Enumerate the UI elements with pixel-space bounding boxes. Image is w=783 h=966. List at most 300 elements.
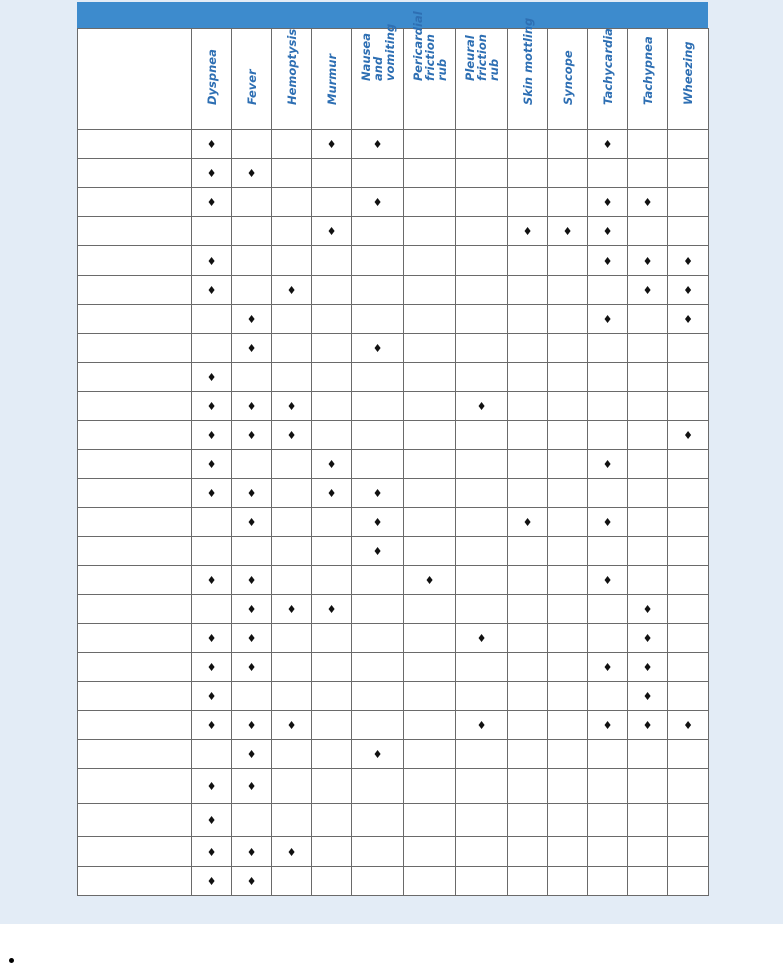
table-cell <box>548 537 588 566</box>
table-cell <box>668 305 709 334</box>
table-cell <box>272 479 312 508</box>
diamond-marker-icon: ♦ <box>326 487 337 500</box>
table-cell <box>456 421 508 450</box>
table-cell <box>272 450 312 479</box>
table-cell <box>272 740 312 769</box>
table-cell <box>232 392 272 421</box>
table-cell <box>456 508 508 537</box>
diamond-marker-icon: ♦ <box>476 400 487 413</box>
diamond-marker-icon: ♦ <box>286 429 297 442</box>
table-cell <box>588 479 628 508</box>
diamond-marker-icon: ♦ <box>206 574 217 587</box>
table-cell <box>588 624 628 653</box>
row-label-cell <box>78 217 192 246</box>
diamond-marker-icon: ♦ <box>246 342 257 355</box>
table-cell <box>404 653 456 682</box>
diamond-marker-icon: ♦ <box>286 719 297 732</box>
table-row <box>78 421 709 450</box>
table-cell <box>456 711 508 740</box>
table-cell <box>668 711 709 740</box>
diamond-marker-icon: ♦ <box>206 400 217 413</box>
table-cell <box>404 508 456 537</box>
column-header <box>232 29 272 130</box>
table-cell <box>404 334 456 363</box>
table-cell <box>548 508 588 537</box>
table-cell <box>352 305 404 334</box>
table-cell <box>508 334 548 363</box>
table-cell <box>588 769 628 804</box>
diamond-marker-icon: ♦ <box>246 313 257 326</box>
table-cell <box>404 392 456 421</box>
diamond-marker-icon: ♦ <box>206 719 217 732</box>
diamond-marker-icon: ♦ <box>246 719 257 732</box>
table-cell <box>668 217 709 246</box>
table-cell <box>456 653 508 682</box>
table-cell <box>548 363 588 392</box>
diamond-marker-icon: ♦ <box>206 690 217 703</box>
table-cell <box>232 595 272 624</box>
column-header <box>628 29 668 130</box>
diamond-marker-icon: ♦ <box>286 603 297 616</box>
diamond-marker-icon: ♦ <box>683 313 693 326</box>
diamond-marker-icon: ♦ <box>206 487 217 500</box>
table-cell <box>548 246 588 276</box>
column-header <box>588 29 628 130</box>
table-cell <box>456 450 508 479</box>
diamond-marker-icon: ♦ <box>206 196 217 209</box>
table-cell <box>352 740 404 769</box>
table-cell <box>668 479 709 508</box>
diamond-marker-icon: ♦ <box>602 458 613 471</box>
diamond-marker-icon: ♦ <box>602 719 613 732</box>
table-cell <box>588 837 628 867</box>
table-cell <box>456 363 508 392</box>
column-label: Hemoptysis <box>284 28 299 105</box>
table-cell <box>232 188 272 217</box>
column-label: Skin mottling <box>520 17 535 105</box>
table-cell <box>588 159 628 188</box>
diamond-marker-icon: ♦ <box>246 661 257 674</box>
row-label-cell <box>78 595 192 624</box>
table-cell <box>352 595 404 624</box>
table-cell <box>352 363 404 392</box>
table-cell <box>668 624 709 653</box>
table-cell <box>628 867 668 896</box>
table-row <box>78 479 709 508</box>
row-label-cell <box>78 246 192 276</box>
table-cell <box>312 624 352 653</box>
table-row <box>78 595 709 624</box>
table-cell <box>548 305 588 334</box>
table-row <box>78 392 709 421</box>
table-cell <box>404 305 456 334</box>
table-cell <box>508 595 548 624</box>
table-cell <box>628 479 668 508</box>
column-label: Syncope <box>560 50 575 105</box>
table-cell <box>312 305 352 334</box>
column-header <box>272 29 312 130</box>
table-cell <box>628 130 668 159</box>
table-cell <box>404 450 456 479</box>
table-cell <box>232 421 272 450</box>
table-cell <box>508 159 548 188</box>
diamond-marker-icon: ♦ <box>372 196 383 209</box>
table-cell <box>456 479 508 508</box>
table-cell <box>192 740 232 769</box>
table-cell <box>668 450 709 479</box>
row-label-cell <box>78 867 192 896</box>
diamond-marker-icon: ♦ <box>476 719 487 732</box>
table-row <box>78 276 709 305</box>
table-cell <box>232 159 272 188</box>
table-cell <box>668 769 709 804</box>
table-cell <box>352 769 404 804</box>
diamond-marker-icon: ♦ <box>246 875 257 888</box>
table-cell <box>404 276 456 305</box>
table-cell <box>352 537 404 566</box>
table-cell <box>312 276 352 305</box>
diamond-marker-icon: ♦ <box>206 138 217 151</box>
table-cell <box>272 421 312 450</box>
table-cell <box>192 305 232 334</box>
table-row <box>78 450 709 479</box>
table-cell <box>272 159 312 188</box>
diamond-marker-icon: ♦ <box>206 167 217 180</box>
table-cell <box>548 130 588 159</box>
table-cell <box>628 421 668 450</box>
table-cell <box>232 130 272 159</box>
table-cell <box>668 837 709 867</box>
row-label-cell <box>78 682 192 711</box>
table-cell <box>272 711 312 740</box>
table-cell <box>272 188 312 217</box>
table-cell <box>456 769 508 804</box>
table-cell <box>668 740 709 769</box>
table-cell <box>312 421 352 450</box>
table-cell <box>548 740 588 769</box>
table-cell <box>548 188 588 217</box>
table-cell <box>272 837 312 867</box>
table-cell <box>192 711 232 740</box>
table-cell <box>352 217 404 246</box>
table-cell <box>456 867 508 896</box>
table-row <box>78 334 709 363</box>
table-cell <box>456 624 508 653</box>
table-cell <box>192 276 232 305</box>
diamond-marker-icon: ♦ <box>602 516 613 529</box>
table-cell <box>272 653 312 682</box>
table-cell <box>548 334 588 363</box>
table-cell <box>272 130 312 159</box>
table-cell <box>352 130 404 159</box>
column-label: Murmur <box>324 53 339 105</box>
table-row <box>78 246 709 276</box>
table-cell <box>668 421 709 450</box>
table-cell <box>548 653 588 682</box>
table-cell <box>548 159 588 188</box>
table-cell <box>668 537 709 566</box>
table-cell <box>312 334 352 363</box>
table-cell <box>508 305 548 334</box>
table-cell <box>508 188 548 217</box>
diamond-marker-icon: ♦ <box>206 875 217 888</box>
diamond-marker-icon: ♦ <box>286 845 297 859</box>
table-cell <box>508 740 548 769</box>
table-cell <box>404 804 456 837</box>
table-cell <box>192 867 232 896</box>
table-cell <box>192 566 232 595</box>
diamond-marker-icon: ♦ <box>246 400 257 413</box>
diamond-marker-icon: ♦ <box>246 845 257 859</box>
column-label: Pleural friction rub <box>462 34 501 81</box>
diamond-marker-icon: ♦ <box>246 574 257 587</box>
table-cell <box>232 305 272 334</box>
diamond-marker-icon: ♦ <box>602 254 613 268</box>
table-cell <box>508 537 548 566</box>
table-cell <box>668 392 709 421</box>
table-row <box>78 867 709 896</box>
diamond-marker-icon: ♦ <box>642 661 653 674</box>
table-cell <box>312 711 352 740</box>
table-cell <box>588 392 628 421</box>
table-cell <box>588 682 628 711</box>
table-cell <box>508 653 548 682</box>
table-cell <box>272 392 312 421</box>
diamond-marker-icon: ♦ <box>246 748 257 761</box>
diamond-marker-icon: ♦ <box>683 429 693 442</box>
table-cell <box>508 508 548 537</box>
table-cell <box>628 508 668 537</box>
table-cell <box>548 837 588 867</box>
column-label: Wheezing <box>681 41 695 105</box>
table-cell <box>628 392 668 421</box>
table-cell <box>456 305 508 334</box>
table-cell <box>404 159 456 188</box>
table-cell <box>668 246 709 276</box>
diamond-marker-icon: ♦ <box>206 632 217 645</box>
table-cell <box>272 624 312 653</box>
table-cell <box>312 363 352 392</box>
table-cell <box>668 804 709 837</box>
table-cell <box>588 508 628 537</box>
table-cell <box>668 188 709 217</box>
table-cell <box>232 566 272 595</box>
column-label: Tachycardia <box>600 28 615 105</box>
table-cell <box>232 479 272 508</box>
table-cell <box>232 653 272 682</box>
table-cell <box>404 624 456 653</box>
column-header <box>352 23 404 130</box>
table-cell <box>548 595 588 624</box>
table-cell <box>272 217 312 246</box>
row-label-cell <box>78 421 192 450</box>
row-label-cell <box>78 837 192 867</box>
table-cell <box>232 624 272 653</box>
diamond-marker-icon: ♦ <box>642 632 653 645</box>
table-cell <box>352 653 404 682</box>
table-cell <box>508 392 548 421</box>
table-cell <box>588 537 628 566</box>
table-cell <box>588 804 628 837</box>
table-cell <box>628 653 668 682</box>
diamond-marker-icon: ♦ <box>326 138 337 151</box>
table-cell <box>312 653 352 682</box>
table-cell <box>312 217 352 246</box>
row-label-cell <box>78 188 192 217</box>
table-cell <box>232 508 272 537</box>
table-cell <box>272 804 312 837</box>
table-cell <box>404 682 456 711</box>
table-cell <box>232 276 272 305</box>
diamond-marker-icon: ♦ <box>206 780 217 793</box>
table-cell <box>232 246 272 276</box>
table-cell <box>548 566 588 595</box>
table-cell <box>508 769 548 804</box>
table-cell <box>192 595 232 624</box>
table-cell <box>192 804 232 837</box>
column-header <box>456 29 508 130</box>
table-cell <box>628 305 668 334</box>
diamond-marker-icon: ♦ <box>642 284 653 297</box>
table-cell <box>272 276 312 305</box>
table-cell <box>548 217 588 246</box>
table-cell <box>272 246 312 276</box>
table-row <box>78 653 709 682</box>
table-cell <box>508 450 548 479</box>
table-cell <box>548 682 588 711</box>
table-cell <box>456 392 508 421</box>
table-cell <box>628 682 668 711</box>
table-cell <box>628 334 668 363</box>
table-row <box>78 769 709 804</box>
table-cell <box>312 392 352 421</box>
row-label-cell <box>78 508 192 537</box>
table-cell <box>232 837 272 867</box>
table-cell <box>628 804 668 837</box>
diamond-marker-icon: ♦ <box>642 719 653 732</box>
table-cell <box>312 867 352 896</box>
row-label-cell <box>78 804 192 837</box>
table-cell <box>404 837 456 867</box>
row-label-cell <box>78 305 192 334</box>
row-label-header <box>78 29 192 130</box>
diamond-marker-icon: ♦ <box>246 429 257 442</box>
table-cell <box>588 276 628 305</box>
table-cell <box>628 711 668 740</box>
table-cell <box>456 276 508 305</box>
table-cell <box>628 769 668 804</box>
table-cell <box>508 624 548 653</box>
row-label-cell <box>78 537 192 566</box>
table-row <box>78 566 709 595</box>
table-cell <box>312 682 352 711</box>
row-label-cell <box>78 740 192 769</box>
table-cell <box>192 769 232 804</box>
table-cell <box>456 334 508 363</box>
table-cell <box>352 566 404 595</box>
table-cell <box>588 217 628 246</box>
table-cell <box>668 595 709 624</box>
table-cell <box>548 711 588 740</box>
table-cell <box>352 508 404 537</box>
table-row <box>78 711 709 740</box>
diamond-marker-icon: ♦ <box>326 603 337 616</box>
table-cell <box>192 334 232 363</box>
table-cell <box>628 363 668 392</box>
table-cell <box>668 566 709 595</box>
table-cell <box>352 479 404 508</box>
table-cell <box>548 804 588 837</box>
table-cell <box>628 740 668 769</box>
table-cell <box>588 188 628 217</box>
diamond-marker-icon: ♦ <box>246 167 257 180</box>
diamond-marker-icon: ♦ <box>206 661 217 674</box>
table-cell <box>352 276 404 305</box>
table-cell <box>272 682 312 711</box>
table-cell <box>456 188 508 217</box>
table-cell <box>456 682 508 711</box>
table-cell <box>272 363 312 392</box>
table-cell <box>548 392 588 421</box>
table-cell <box>352 421 404 450</box>
table-cell <box>192 624 232 653</box>
table-cell <box>588 740 628 769</box>
table-cell <box>272 769 312 804</box>
table-cell <box>628 159 668 188</box>
diamond-marker-icon: ♦ <box>372 516 383 529</box>
table-cell <box>192 392 232 421</box>
table-cell <box>508 479 548 508</box>
table-cell <box>352 159 404 188</box>
table-cell <box>404 246 456 276</box>
table-cell <box>312 537 352 566</box>
table-cell <box>668 653 709 682</box>
table-cell <box>404 479 456 508</box>
table-cell <box>508 682 548 711</box>
table-cell <box>508 421 548 450</box>
diamond-marker-icon: ♦ <box>206 845 217 859</box>
table-cell <box>404 769 456 804</box>
table-cell <box>548 421 588 450</box>
table-cell <box>548 479 588 508</box>
header-row <box>78 29 709 130</box>
diamond-marker-icon: ♦ <box>206 814 217 827</box>
table-cell <box>588 246 628 276</box>
table-cell <box>588 711 628 740</box>
diamond-marker-icon: ♦ <box>642 196 653 209</box>
table-cell <box>232 334 272 363</box>
symptom-table <box>77 11 709 896</box>
table-cell <box>456 537 508 566</box>
column-header <box>404 11 456 130</box>
column-label: Nausea and vomiting <box>358 23 397 81</box>
column-header <box>508 17 548 130</box>
diamond-marker-icon: ♦ <box>683 254 693 268</box>
table-cell <box>588 595 628 624</box>
table-cell <box>456 217 508 246</box>
table-cell <box>628 450 668 479</box>
table-row <box>78 740 709 769</box>
table-cell <box>508 804 548 837</box>
table-cell <box>628 595 668 624</box>
table-row <box>78 159 709 188</box>
table-cell <box>456 130 508 159</box>
diamond-marker-icon: ♦ <box>372 138 383 151</box>
diamond-marker-icon: ♦ <box>286 400 297 413</box>
table-cell <box>232 804 272 837</box>
table-cell <box>628 537 668 566</box>
diamond-marker-icon: ♦ <box>246 632 257 645</box>
